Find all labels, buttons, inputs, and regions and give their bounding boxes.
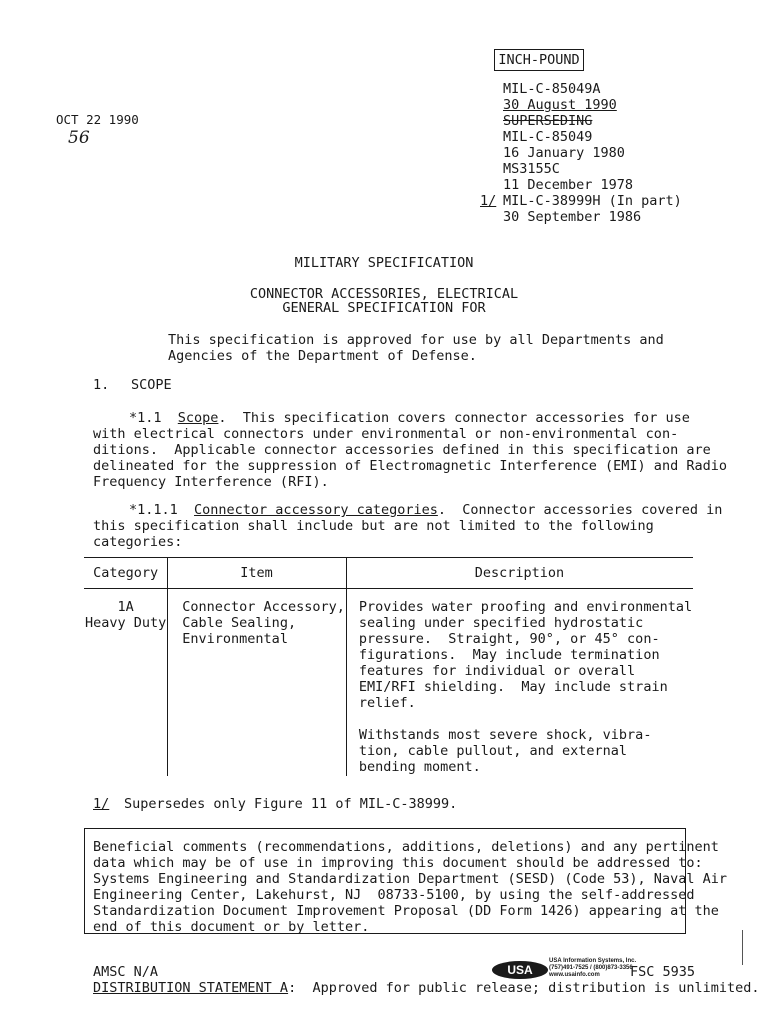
footnote-marker: 1/ [93, 796, 110, 812]
document-number: MIL-C-85049A [503, 81, 601, 97]
superseded-line: 11 December 1978 [503, 177, 634, 193]
document-type-title: MILITARY SPECIFICATION [294, 255, 474, 271]
usa-stamp-text: USA Information Systems, Inc. (757)491-7525 / (800)873-3356 www.usainfo.com [549, 958, 637, 978]
description-cell [346, 589, 693, 777]
document-title-line2: GENERAL SPECIFICATION FOR [282, 300, 486, 316]
inch-pound-label: INCH-POUND [494, 49, 584, 71]
distribution-statement [93, 980, 759, 996]
scope-paragraph: *1.1 Scope. This specification covers connector accessories for use with electrical connectors under environmental or non-environmental con- ditions. Applicable connector accessories defined in this specification are delineated for the suppression of Electromagnetic Interference (EMI) and Radio Frequency Interference (RFI). [93, 410, 727, 490]
scan-edge-mark [742, 930, 743, 965]
superseding-label: SUPERSEDING [503, 113, 593, 129]
table-header-row [84, 558, 693, 589]
usa-logo: USA [492, 961, 548, 979]
handwritten-mark: 56 [68, 128, 90, 148]
column-header-description: Description [346, 558, 693, 589]
para-heading: Connector accessory categories [194, 502, 438, 518]
document-title-line1: CONNECTOR ACCESSORIES, ELECTRICAL [249, 286, 519, 302]
distribution-label: DISTRIBUTION STATEMENT A [93, 980, 289, 996]
column-header-item: Item [168, 558, 347, 589]
document-date: 30 August 1990 [503, 97, 617, 113]
amsc-code: AMSC N/A [93, 964, 159, 980]
superseded-line: 16 January 1980 [503, 145, 625, 161]
approval-statement: Agencies of the Department of Defense. [168, 348, 477, 364]
para-number: *1.1.1 [129, 502, 195, 518]
section-number: 1. [93, 377, 110, 393]
footnote-text: Supersedes only Figure 11 of MIL-C-38999. [124, 796, 458, 812]
superseded-line: MIL-C-38999H (In part) [503, 193, 682, 209]
column-header-category: Category [84, 558, 168, 589]
distribution-text: : Approved for public release; distribution is unlimited. [288, 980, 760, 996]
description-paragraph: Provides water proofing and environmental sealing under specified hydrostatic pressure. Straight, 90°, or 45° con- figurations. May include termination features for individual or overall EMI/RFI shielding. May include strain relief. [358, 599, 693, 711]
description-paragraph: Withstands most severe shock, vibra- tion, cable pullout, and external bending moment. [358, 727, 652, 775]
categories-table [84, 557, 693, 776]
category-cell: 1A Heavy Duty [84, 589, 168, 777]
superseded-line: MS3155C [503, 161, 560, 177]
categories-paragraph: *1.1.1 Connector accessory categories. Connector accessories covered in this specification shall include but are not limited to the following categories: [93, 502, 723, 550]
table-row [84, 589, 693, 777]
received-date-stamp: OCT 22 1990 [56, 112, 139, 127]
comments-box: Beneficial comments (recommendations, additions, deletions) and any pertinent data which may be of use in improving this document should be addressed to: Systems Engineering and Standardization Department (SESD) (Code 53), Naval Air Engineering Center, Lakehurst, NJ 08733-5100, by using the self-addressed Standardization Document Improvement Proposal (DD Form 1426) appearing at the end of this document or by letter. [84, 828, 686, 934]
footnote-marker: 1/ [480, 193, 497, 209]
superseded-line: MIL-C-85049 [503, 129, 593, 145]
section-title: SCOPE [131, 377, 172, 393]
para-heading: Scope [177, 410, 219, 426]
fsc-code: FSC 5935 [630, 964, 696, 980]
approval-statement: This specification is approved for use by all Departments and [168, 332, 664, 348]
item-cell: Connector Accessory, Cable Sealing, Environmental [168, 589, 347, 777]
superseded-line: 30 September 1986 [503, 209, 642, 225]
para-number: *1.1 [129, 410, 178, 426]
